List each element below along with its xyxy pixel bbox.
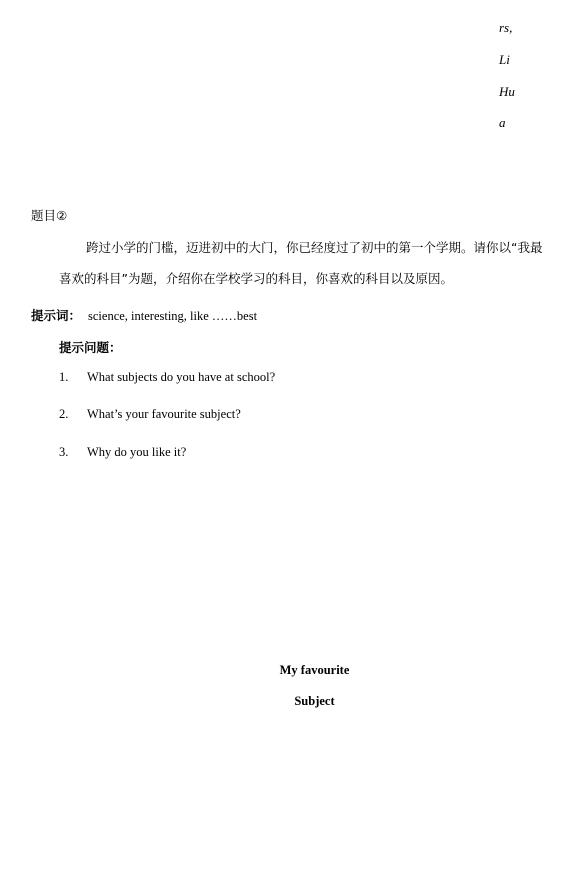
question-text-1: What subjects do you have at school? [87,370,276,384]
hint-words-label: 提示词： [31,308,82,323]
question-text-3: Why do you like it? [87,445,187,459]
topic-label: 题目② [31,208,68,223]
question-number-2: 2. [59,407,69,421]
prompt-line-2: 喜欢的科目”为题，介绍你在学校学习的科目，你喜欢的科目以及原因。 [59,271,453,286]
question-text-2: What’s your favourite subject? [87,407,241,421]
signature-fragment-1: rs, [499,20,513,35]
question-number-1: 1. [59,370,69,384]
signature-fragment-2: Li [499,52,510,67]
question-number-3: 3. [59,445,69,459]
hint-words [31,306,257,325]
essay-title-line-1: My favourite [279,663,350,677]
essay-title-line-2: Subject [294,694,335,708]
signature-fragment-4: a [499,115,506,130]
signature-fragment-3: Hu [499,84,515,99]
hint-words-text: science, interesting, like ……best [88,309,258,323]
hint-questions-label: 提示问题： [59,340,122,355]
prompt-line-1: 跨过小学的门槛，迈进初中的大门，你已经度过了初中的第一个学期。请你以“我最 [86,240,543,255]
